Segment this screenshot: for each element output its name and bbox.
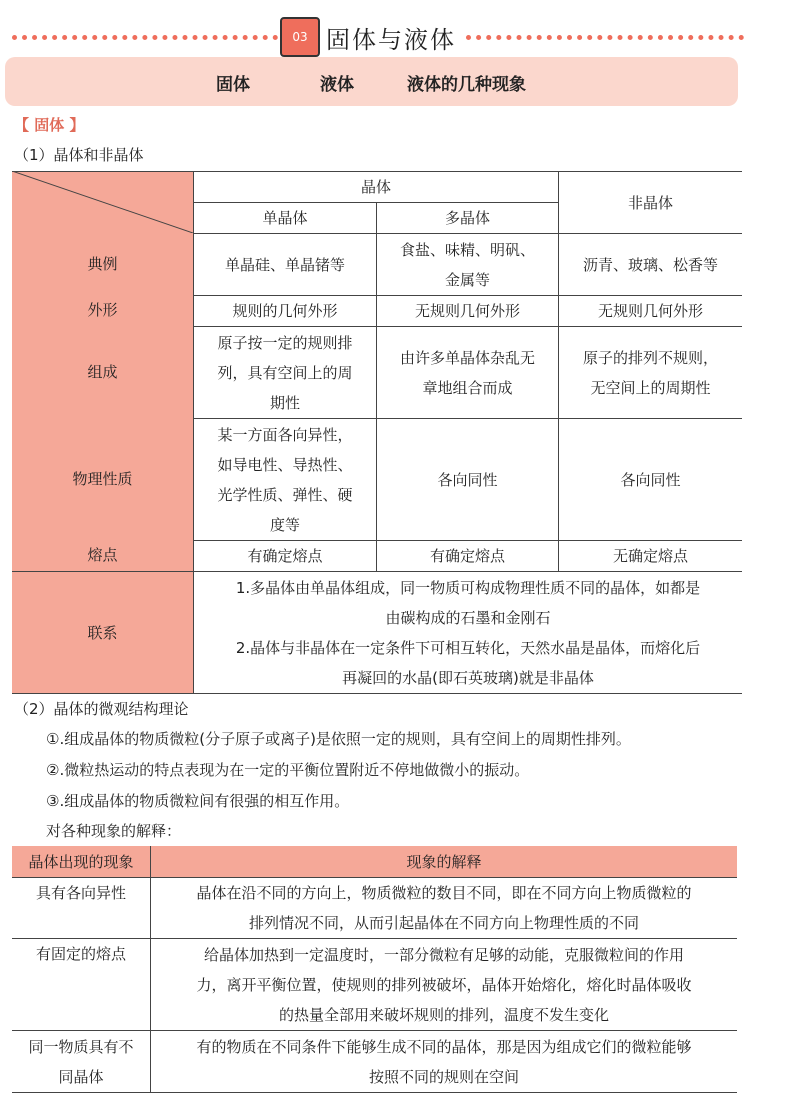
col-amorphous: 非晶体 — [627, 193, 673, 212]
theory-point: ①.组成晶体的物质微粒(分子原子或离子)是依照一定的规则，具有空间上的周期性排列。 — [46, 730, 631, 748]
chapter-title: 固体与液体 — [326, 25, 456, 54]
cell-line: 无空间上的周期性 — [590, 378, 711, 397]
header-dots-left — [12, 35, 278, 40]
cell-example-poly — [377, 234, 558, 295]
cell-physical-single — [194, 419, 376, 540]
row-label-composition: 组成 — [87, 363, 118, 381]
row-label-example: 典例 — [87, 255, 118, 273]
table2-head-phenomenon: 晶体出现的现象 — [28, 852, 134, 871]
topic-solid[interactable]: 固体 — [216, 75, 250, 95]
cell-melting-single: 有确定熔点 — [247, 547, 323, 565]
row-label-melting-point: 熔点 — [87, 546, 118, 564]
cell-line: 再凝回的水晶(即石英玻璃)就是非晶体 — [342, 668, 594, 687]
topic-liquid-phenomena[interactable]: 液体的几种现象 — [407, 75, 526, 95]
section-label: 【 固体 】 — [14, 116, 85, 134]
cell-composition-amorphous — [559, 327, 742, 418]
explanation-polymorphism — [151, 1031, 737, 1092]
cell-line: 原子按一定的规则排 — [217, 333, 353, 352]
topic-liquid[interactable]: 液体 — [320, 75, 354, 95]
explanation-lead: 对各种现象的解释： — [46, 822, 182, 840]
cell-line: 列，具有空间上的周 — [217, 363, 353, 382]
cell-example-single: 单晶硅、单晶锗等 — [224, 255, 345, 274]
cell-physical-amorphous: 各向同性 — [620, 470, 681, 489]
phenomenon-anisotropy: 具有各向异性 — [35, 884, 126, 902]
row-label-physical-property: 物理性质 — [72, 470, 133, 488]
cell-line: 按照不同的规则在空间 — [368, 1067, 519, 1086]
row-label-relation: 联系 — [87, 624, 118, 642]
phenomenon-polymorphism — [12, 1031, 150, 1092]
chapter-number-badge: 03 — [280, 17, 320, 57]
cell-melting-amorphous: 无确定熔点 — [612, 547, 688, 565]
subheading-microstructure: （2）晶体的微观结构理论 — [14, 700, 189, 718]
topic-bar — [5, 57, 738, 106]
cell-line: 2.晶体与非晶体在一定条件下可相互转化，天然水晶是晶体，而熔化后 — [235, 638, 701, 657]
cell-line: 给晶体加热到一定温度时，一部分微粒有足够的动能，克服微粒间的作用 — [203, 945, 684, 964]
row-label-column — [12, 171, 193, 693]
table2-head-explanation: 现象的解释 — [406, 852, 482, 871]
cell-line: 有的物质在不同条件下能够生成不同的晶体，那是因为组成它们的微粒能够 — [196, 1037, 692, 1056]
theory-point: ②.微粒热运动的特点表现为在一定的平衡位置附近不停地做微小的振动。 — [46, 761, 530, 779]
cell-melting-poly: 有确定熔点 — [429, 547, 505, 565]
cell-line: 同晶体 — [58, 1067, 104, 1086]
table1-border-bottom — [12, 693, 742, 694]
cell-shape-poly: 无规则几何外形 — [414, 302, 520, 320]
chapter-heading — [280, 18, 456, 56]
cell-shape-amorphous: 无规则几何外形 — [597, 302, 703, 320]
cell-line: 同一物质具有不 — [28, 1037, 134, 1056]
cell-line: 如导电性、导热性、 — [217, 455, 353, 474]
cell-line: 度等 — [269, 515, 300, 534]
cell-line: 由碳构成的石墨和金刚石 — [385, 608, 551, 627]
cell-relation — [194, 572, 742, 693]
cell-line: 食盐、味精、明矾、 — [399, 240, 535, 259]
explanation-melting-point — [151, 939, 737, 1030]
cell-line: 章地组合而成 — [422, 378, 513, 397]
subheading-crystal-amorphous: （1）晶体和非晶体 — [14, 146, 144, 164]
cell-line: 原子的排列不规则， — [582, 348, 718, 367]
theory-point: ③.组成晶体的物质微粒间有很强的相互作用。 — [46, 792, 350, 810]
cell-physical-poly: 各向同性 — [437, 470, 498, 489]
cell-line: 金属等 — [444, 270, 490, 289]
cell-line: 期性 — [269, 393, 300, 412]
phenomenon-melting-point: 有固定的熔点 — [35, 945, 126, 963]
cell-line: 晶体在沿不同的方向上，物质微粒的数目不同，即在不同方向上物质微粒的 — [196, 884, 692, 902]
header-diagonal — [12, 171, 193, 233]
cell-composition-single — [194, 327, 376, 418]
header-dots-right — [466, 35, 744, 40]
cell-line: 1.多晶体由单晶体组成，同一物质可构成物理性质不同的晶体，如都是 — [235, 578, 701, 597]
col-poly-crystal: 多晶体 — [444, 209, 490, 227]
table2-border-bottom — [12, 1092, 737, 1093]
cell-line: 光学性质、弹性、硬 — [217, 485, 353, 504]
cell-line: 由许多单晶体杂乱无 — [399, 348, 535, 367]
cell-line: 力，离开平衡位置，使规则的排列被破坏，晶体开始熔化，熔化时晶体吸收 — [196, 975, 692, 994]
cell-composition-poly — [377, 327, 558, 418]
cell-example-amorphous: 沥青、玻璃、松香等 — [582, 255, 718, 274]
cell-line: 排列情况不同，从而引起晶体在不同方向上物理性质的不同 — [248, 914, 639, 932]
explanation-anisotropy — [151, 878, 737, 938]
col-crystal: 晶体 — [360, 178, 391, 196]
cell-shape-single: 规则的几何外形 — [232, 302, 338, 320]
row-label-shape: 外形 — [87, 301, 118, 319]
col-single-crystal: 单晶体 — [262, 209, 308, 227]
cell-line: 的热量全部用来破坏规则的排列，温度不发生变化 — [278, 1005, 609, 1024]
cell-line: 某一方面各向异性， — [217, 425, 353, 444]
